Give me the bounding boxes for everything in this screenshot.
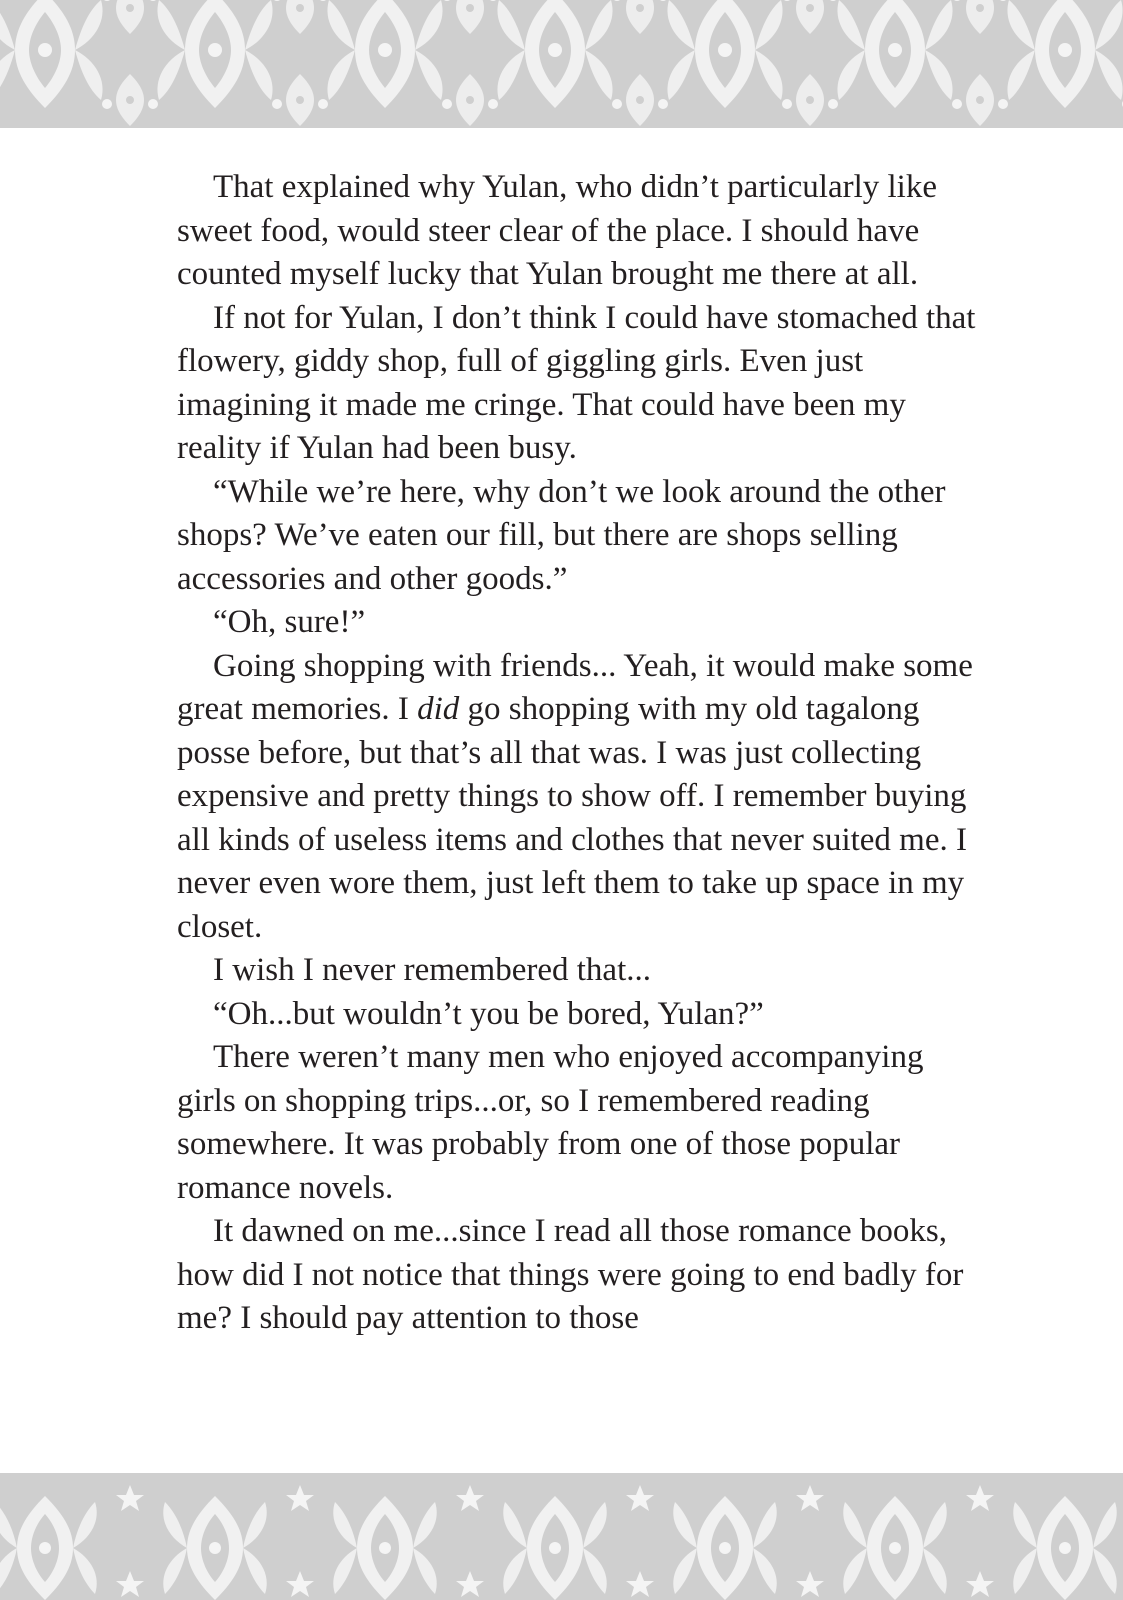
paragraph-4: “Oh, sure!” — [213, 604, 366, 640]
paragraph-5-end: go shopping with my old tagalong posse before, but that’s all that was. I was just collecting expensive and pretty things to show off. I remember buying all kinds of useless items and clothes that never suited me. I never even wore them, just left them to take up space in my closet. — [177, 691, 967, 945]
paragraph-5-start: Going shopping with friends... Yeah, it would make some great memories. I — [177, 647, 973, 727]
top-decorative-band — [0, 0, 1123, 128]
paragraph-3: “While we’re here, why don’t we look around the other shops? We’ve eaten our fill, but there are shops selling accessories and other goods.” — [177, 473, 946, 597]
paragraph-8: There weren’t many men who enjoyed accompanying girls on shopping trips...or, so I remembered reading somewhere. It was probably from one of those popular romance novels. — [177, 1039, 924, 1206]
paragraph-2: If not for Yulan, I don’t think I could have stomached that flowery, giddy shop, full of giggling girls. Even just imagining it made me cringe. That could have been my reality if Yulan had been busy. — [177, 299, 976, 466]
paragraph-5 — [177, 645, 977, 950]
paragraph-9: It dawned on me...since I read all those romance books, how did I not notice that things were going to end badly for me? I should pay attention to those — [177, 1213, 964, 1336]
bottom-decorative-band — [0, 1473, 1123, 1600]
paragraph-6: I wish I never remembered that... — [213, 952, 651, 988]
paragraph-7: “Oh...but wouldn’t you be bored, Yulan?” — [213, 995, 764, 1032]
body-text — [177, 166, 977, 1341]
paragraph-1: That explained why Yulan, who didn’t particularly like sweet food, would steer clear of the place. I should have counted myself lucky that Yulan brought me there at all. — [177, 169, 937, 292]
damask-pattern-bottom — [0, 1473, 1123, 1600]
emphasis-did: did — [417, 691, 460, 727]
damask-pattern-top — [0, 0, 1123, 128]
page-body — [0, 128, 1123, 1473]
